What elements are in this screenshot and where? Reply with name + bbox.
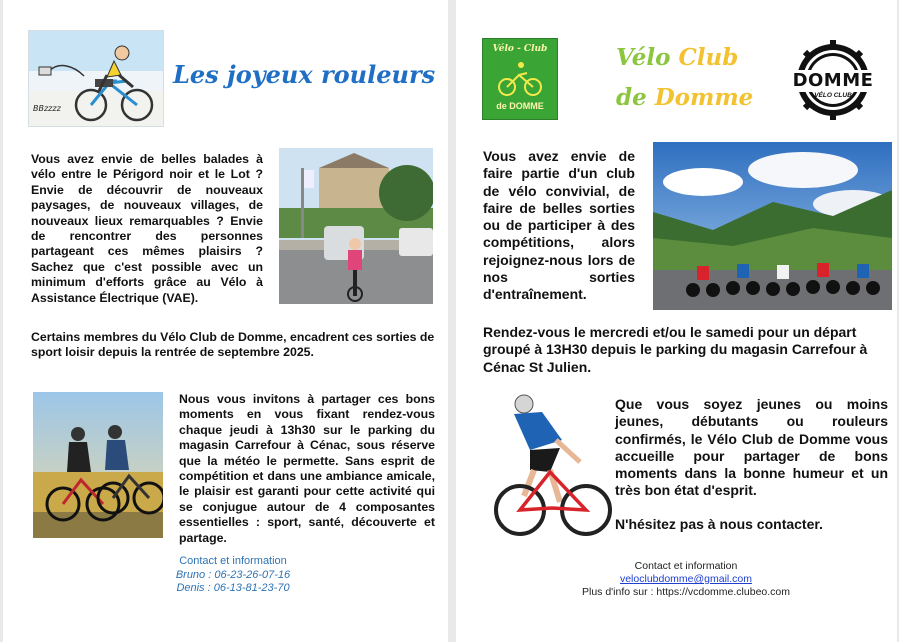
left-contact-heading: Contact et information — [179, 555, 287, 567]
couple-riding-photo — [33, 392, 163, 538]
peloton-photo — [653, 142, 892, 310]
contact-us-line: N'hésitez pas à nous contacter. — [615, 516, 823, 532]
members-paragraph: Certains membres du Vélo Club de Domme, encadrent ces sorties de sport loisir depuis la rentrée de septembre 2025. — [31, 330, 435, 360]
email-link[interactable]: veloclubdomme@gmail.com — [619, 573, 753, 585]
street-cyclist-photo — [279, 148, 433, 304]
left-contact-denis: Denis : 06-13-81-23-70 — [176, 582, 290, 594]
right-title-line2: de Domme — [616, 84, 754, 111]
welcome-paragraph: Que vous soyez jeunes ou moins jeunes, débutants ou rouleurs confirmés, le Vélo Club de Domme vous accueille pour partager de bons moments dans la bonne humeur et un très bon état d'esprit. — [615, 396, 888, 499]
left-title: Les joyeux rouleurs — [173, 60, 436, 89]
left-contact-bruno: Bruno : 06-23-26-07-16 — [175, 568, 291, 581]
intro-paragraph: Vous avez envie de belles balades à vélo entre le Périgord noir et le Lot ? Envie de découvrir de nouveaux paysages, de nouveaux villages, de nouveaux lieux remarquables ? Envie de rencontrer des personnes partageant ces mêmes plaisirs ? Sachez que c'est possible avec un minimum d'efforts grâce au Vélo à Assistance Électrique (VAE). — [31, 152, 263, 305]
invite-paragraph: Nous vous invitons à partager ces bons moments en vous fixant rendez-vous chaque jeudi à 13h30 sur le parking du magasin Carrefour à Cénac, sous réserve que la météo le permette. Sans esprit de compétition et dans une ambiance amicale, le plaisir est garanti pour cette activité qui se conjugue autour de 4 composantes essentielles : sport, santé, découverte et partage. — [179, 392, 435, 545]
club-logo-line1: Vélo - Club — [492, 44, 548, 54]
right-title-line1: Vélo Club — [616, 44, 739, 71]
club-logo-line2: de DOMME — [496, 101, 544, 111]
left-contact — [143, 555, 323, 596]
club-logo — [482, 38, 558, 120]
badge-main: DOMME — [792, 70, 874, 91]
left-page — [3, 0, 448, 642]
right-contact-heading: Contact et information — [634, 560, 738, 572]
right-contact — [556, 560, 816, 599]
right-page — [456, 0, 897, 642]
right-intro-paragraph: Vous avez envie de faire partie d'un club de vélo convivial, de faire de belles sorties ou de participer à des compétitions, alors rejoignez-nous lors de nos sorties d'entraînement. — [483, 148, 635, 303]
logo-caption: BBzzzz — [33, 104, 61, 113]
domme-badge — [788, 38, 878, 122]
badge-sub: VÉLO CLUB — [814, 92, 852, 99]
cartoon-logo — [28, 30, 164, 127]
more-info-line: Plus d'info sur : https://vcdomme.clubeo.com — [581, 586, 790, 598]
rendezvous-paragraph: Rendez-vous le mercredi et/ou le samedi pour un départ groupé à 13H30 depuis le parking du magasin Carrefour à Cénac St Julien. — [483, 324, 868, 375]
racing-cyclist-photo — [490, 392, 615, 542]
